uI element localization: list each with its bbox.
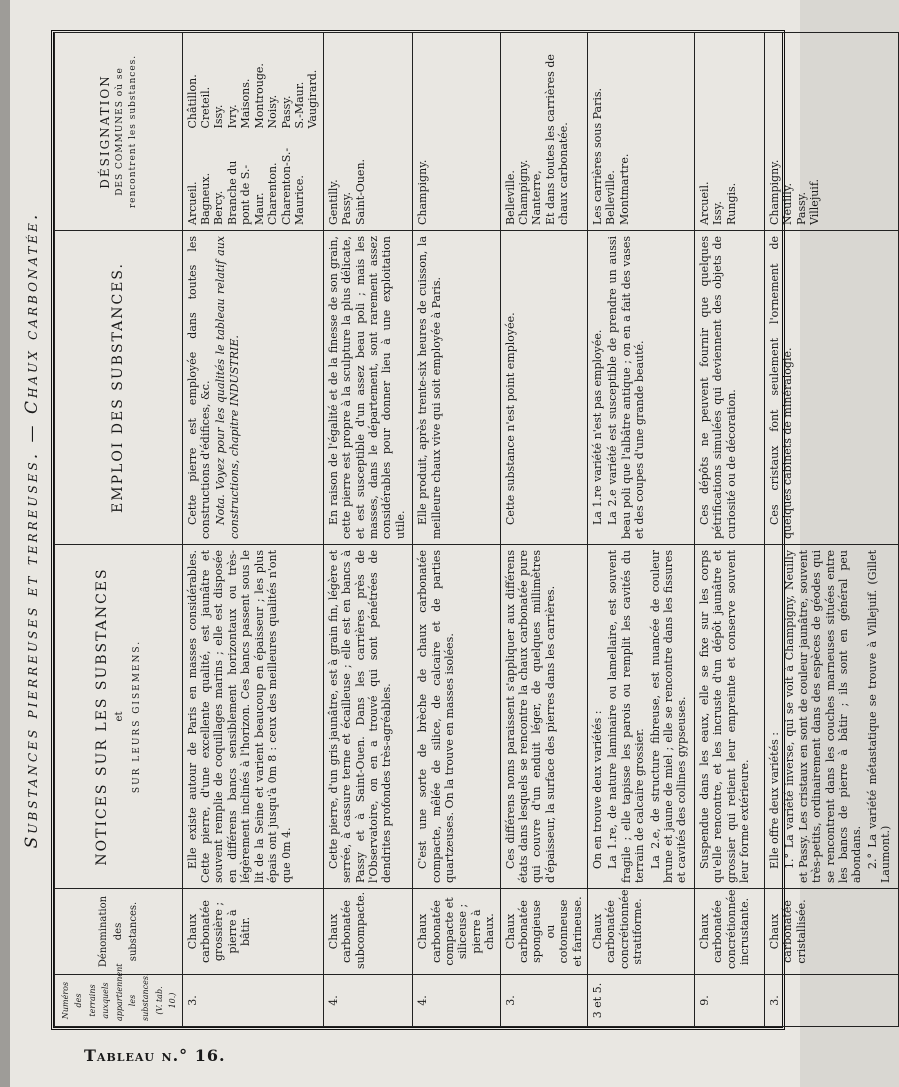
substance-usage: Ces cristaux font seulement l'ornement de quelques cabinets de minéralogie. <box>764 231 898 545</box>
rotated-content <box>15 30 893 1030</box>
binding-gutter <box>0 0 10 1087</box>
communes-list <box>182 33 323 231</box>
substance-usage: En raison de l'égalité et de la finesse de son grain, cette pierre est propre à la sculpture la plus délicate, et est susceptible d'un assez beau poli ; mais les masses, dans le département, sont rarement assez considérables pour donner lieu à une exploitation utile. <box>323 231 412 545</box>
commune: Branche du pont de S.-Maur. <box>225 160 266 225</box>
substance-notice: Elle existe autour de Paris en masses considérables. Cette pierre, d'une excellente qualité, est jaunâtre et souvent remplie de coquillages marins ; elle est disposée en différens bancs sensiblement horizontaux ou très-légèrement inclinés à l'horizon. Ces bancs passent sous le lit de la Seine et varient beaucoup en épaisseur ; les plus épais ont jusqu'à 0m 8 : ceux des meilleures qualités n'ont que 0m 4. <box>182 545 323 889</box>
terrain-number: 3. <box>500 975 587 1027</box>
commune: Belleville. <box>604 170 618 225</box>
table-row <box>323 33 412 1027</box>
commune: Rungis. <box>724 182 738 225</box>
substance-usage: La 1.re variété n'est pas employée. La 2.e variété est susceptible de prendre un aussi beau poli que l'albâtre antique ; on en a fait des vases et des coupes d'une grande beauté. <box>588 231 695 545</box>
commune: Gentilly. <box>326 179 340 225</box>
commune: Montrouge. <box>252 63 266 129</box>
substance-notice: On en trouve deux variétés : La 1.re, de nature laminaire ou lamellaire, est souvent fragile ; elle tapisse les parois ou remplit les cavités du terrain de calcaire grossier. La 2.e, de structure fibreuse, est nuancée de couleur brune et jaune de miel ; elle se rencontre dans les fissures et cavités des collines gypseuses. <box>588 545 695 889</box>
plate-label: Tableau n.° 16. <box>84 1046 226 1065</box>
header-emploi: EMPLOI DES SUBSTANCES. <box>55 231 183 545</box>
commune: Issy. <box>711 201 725 225</box>
substance-name: Chaux carbonatée cristallisée. <box>764 889 898 975</box>
table-row <box>764 33 898 1027</box>
communes-list <box>500 33 587 231</box>
commune: Saint-Ouen. <box>353 158 367 225</box>
commune: Champigny. <box>517 159 530 225</box>
communes-list <box>694 33 764 231</box>
communes-list <box>764 33 898 231</box>
commune: S.-Maur. <box>292 81 306 129</box>
substance-usage: Ces dépôts ne peuvent fournir que quelques pétrifications simulées qui deviennent des objets de curiosité ou de décoration. <box>694 231 764 545</box>
table-row <box>182 33 323 1027</box>
commune: Issy. <box>212 104 226 129</box>
substance-notice: Cette pierre, d'un gris jaunâtre, est à grain fin, légère et serrée, à cassure terne et écailleuse ; elle est en bancs à Passy et à Saint-Ouen. Dans les carrières près de l'Observatoire, on en a trouvé qui sont pénétrées de dendrites profondes très-agréables. <box>323 545 412 889</box>
substance-notice: Elle offre deux variétés : 1.° La variété inverse, qui se voit à Champigny, Neuilly et Passy. Les cristaux en sont de couleur jaunâtre, souvent très-petits, ordinairement dans des espèces de géodes qui se rencontrent dans les couches marneuses situées entre les bancs de pierre à bâtir ; ils sont en général peu abondans. 2.° La variété métastatique se trouve à Villejuif. (Gillet Laumont.) <box>764 545 898 889</box>
commune: Passy. <box>340 191 354 225</box>
substance-name: Chaux carbonatée concrétionnée stratiforme. <box>588 889 695 975</box>
table-row <box>694 33 764 1027</box>
commune: Ivry. <box>225 104 239 129</box>
commune: Charenton-S.-Maurice. <box>279 147 306 225</box>
table-row <box>588 33 695 1027</box>
commune: Creteil. <box>199 86 213 129</box>
commune: Nanterre, <box>530 170 544 225</box>
commune: Champigny. <box>416 159 430 225</box>
commune: Les carrières sous Paris. <box>591 87 605 225</box>
substance-name: Chaux carbonatée spongieuse ou cotonneuse et farineuse. <box>500 889 587 975</box>
commune: Arcueil. <box>185 181 199 225</box>
substance-notice: Suspendue dans les eaux, elle se fixe sur les corps qu'elle rencontre, et les incruste d'un dépôt jaunâtre et grossier qui retient leur empreinte et conserve souvent leur forme extérieure. <box>694 545 764 889</box>
substance-usage: Cette substance n'est point employée. <box>500 231 587 545</box>
substance-usage: Elle produit, après trente-six heures de cuisson, la meilleure chaux vive qui soit employée à Paris. <box>413 231 500 545</box>
header-notices: NOTICES SUR LES SUBSTANCES et SUR LEURS GISEMENS. <box>55 545 183 889</box>
commune: Bagneux. <box>199 172 213 225</box>
commune: Et dans toutes les carrières de chaux carbonatée. <box>543 54 571 225</box>
substance-notice: Ces différens noms paraissent s'appliquer aux différens états dans lesquels se rencontre la chaux carbonatée pure qui couvre d'un enduit léger, de quelques millimètres d'épaisseur, la surface des pierres dans les carrières. <box>500 545 587 889</box>
header-denomination: Dénomination des substances. <box>55 889 183 975</box>
header-num: Numéros des terrains auxquels appartiennent les substances. (V. tab. 10.) <box>55 975 183 1027</box>
substance-name: Chaux carbonatée subcompacte. <box>323 889 412 975</box>
commune: Villejuif. <box>808 178 822 225</box>
commune: Belleville. <box>503 170 517 225</box>
commune: Passy. <box>794 191 808 225</box>
substance-usage: Cette pierre est employée dans toutes les constructions d'édifices, &c. Nota. Voyez pour les qualités le tableau relatif aux constructions, chapitre INDUSTRIE. <box>182 231 323 545</box>
commune: Bercy. <box>212 190 226 225</box>
communes-list <box>413 33 500 231</box>
substance-name: Chaux carbonatée compacte et siliceuse ; pierre à chaux. <box>413 889 500 975</box>
terrain-number: 3. <box>764 975 898 1027</box>
commune: Arcueil. <box>697 181 711 225</box>
substance-name: Chaux carbonatée concrétionnée incrustante. <box>694 889 764 975</box>
terrain-number: 4. <box>413 975 500 1027</box>
terrain-number: 9. <box>694 975 764 1027</box>
commune: Neuilly. <box>781 182 795 225</box>
substance-notice: C'est une sorte de brèche de chaux carbonatée compacte, mêlée de silice, de calcaire et de parties quartzeuses. On la trouve en masses isolées. <box>413 545 500 889</box>
table-frame <box>51 30 893 1030</box>
commune: Maisons. <box>239 78 253 129</box>
table-row <box>413 33 500 1027</box>
commune: Vaugirard. <box>306 69 320 129</box>
commune: Noisy. <box>266 94 280 129</box>
terrain-number: 4. <box>323 975 412 1027</box>
communes-list <box>588 33 695 231</box>
terrain-number: 3. <box>182 975 323 1027</box>
communes-list <box>323 33 412 231</box>
substance-name: Chaux carbonatée grossière ; pierre à bâtir. <box>182 889 323 975</box>
terrain-number: 3 et 5. <box>588 975 695 1027</box>
commune: Champigny. <box>767 159 781 225</box>
header-designation: DÉSIGNATION DES COMMUNES où se rencontrent les substances. <box>55 33 183 231</box>
header-row <box>55 33 183 1027</box>
commune: Charenton. <box>266 162 280 225</box>
substances-table <box>54 32 899 1027</box>
commune: Châtillon. <box>185 74 199 129</box>
running-title: Substances pierreuses et terreuses. — Chaux carbonatée. <box>22 211 42 849</box>
commune: Passy. <box>279 95 293 129</box>
table-row <box>500 33 587 1027</box>
commune: Montmartre. <box>617 153 631 225</box>
